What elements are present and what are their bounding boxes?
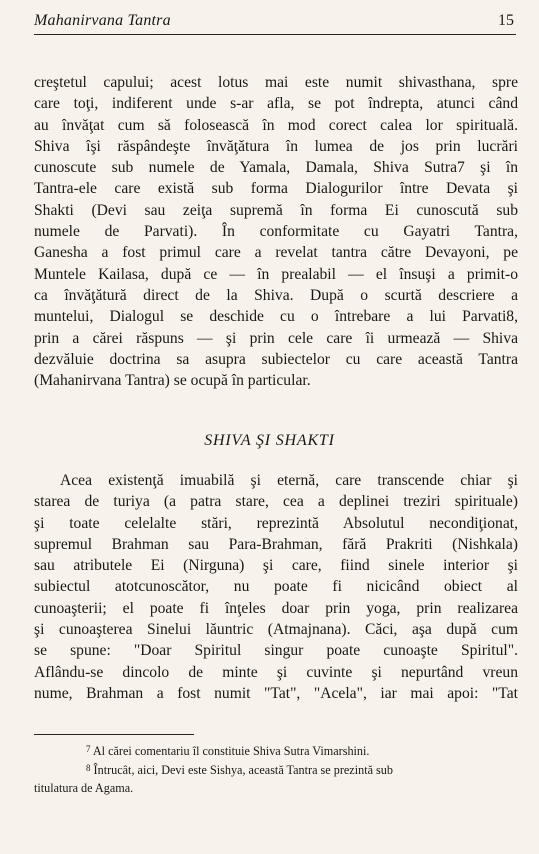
text-line: creştetul capului; acest lotus mai este numit shivasthana, spre [34,74,518,91]
text-line: supremul Brahman sau Para-Brahman, fără Prakriti (Nishkala) [34,535,518,553]
text-line: care toţi, indiferent unde s-ar afla, se pot îndrepta, atunci când [34,95,518,113]
section-heading: SHIVA ŞI SHAKTI [204,432,335,449]
text-line: şi cunoaşterea Sinelui lăuntric (Atmajnana). Căci, aşa după cum [34,621,518,639]
text-line: Ganesha a fost primul care a revelat tantra către Devayoni, pe [34,244,518,262]
footnote-text: Întrucât, aici, Devi este Sishya, această Tantra se prezintă sub [93,762,393,777]
text-line: Shakti (Devi sau zeiţa supremă în forma Ei cunoscută sub [34,201,518,219]
text-line: Shiva îşi răspândeşte învăţătura în lumea de jos prin lucrări [34,137,518,155]
text-line: numele de Parvati). În conformitate cu Gayatri Tantra, [34,223,518,241]
text-line: nume, Brahman a fost numit "Tat", "Acela", iar mai apoi: "Tat [34,684,518,702]
text-line: sau atributele Ei (Nirguna) şi care, fiind sinele interior şi [34,557,518,575]
text-line: muntelui, Dialogul se deschide cu o întrebare a lui Parvati8, [34,308,518,326]
page-number: 15 [498,12,514,29]
paragraph-1 [34,72,518,391]
text-line: prin a cărei răspuns — şi prin cele care îi urmează — Shiva [34,329,518,347]
page-header [34,12,514,36]
footnote-7 [34,742,518,761]
footnote-continuation: titulatura de Agama. [34,781,134,795]
running-title: Mahanirvana Tantra [34,12,171,29]
text-line: Muntele Kailasa, după ce — în prealabil — el însuşi a primit-o [34,265,518,283]
text-line: cunoscute sub numele de Yamala, Damala, Shiva Sutra7 şi în [34,159,518,177]
footnote-mark: 8 [86,762,91,773]
text-line: au învăţat cum să folosească în mod corect calea lor spirituală. [34,116,518,134]
footnote-mark: 7 [86,744,91,754]
header-rule [34,34,516,35]
footnote-8 [34,761,518,780]
text-line: cunoaşterii; el poate fi înţeles doar prin yoga, prin realizarea [34,599,518,617]
text-line: Acea existenţă imuabilă şi eternă, care transcende chiar şi [60,472,518,489]
text-line: şi toate celelalte stări, reprezintă Absolutul necondiţionat, [34,514,518,532]
text-line: subiectul atotcunoscător, nu poate fi nicicând obiect al [34,578,518,596]
text-line: dezvăluie doctrina sa asupra subiectelor cu care această Tantra [34,350,518,368]
footnote-text: Al cărei comentariu îl constituie Shiva Sutra Vimarshini. [92,744,370,758]
text-line: (Mahanirvana Tantra) se ocupă în particular. [34,372,311,390]
text-line: starea de turiya (a patra stare, cea a deplinei treziri spirituale) [34,493,518,511]
text-line: ca învăţătură direct de la Shiva. După o scurtă descriere a [34,286,518,304]
paragraph-2 [34,470,518,704]
footnotes [34,742,518,798]
text-line: Tantra-ele care există sub forma Dialogurilor între Devata şi [34,180,518,198]
text-line: se spune: "Doar Spiritul singur poate cunoaşte Spiritul". [34,642,518,660]
footnote-rule [34,734,194,735]
text-line: Aflându-se dincolo de minte şi cuvinte şi nepurtând vreun [34,663,518,681]
